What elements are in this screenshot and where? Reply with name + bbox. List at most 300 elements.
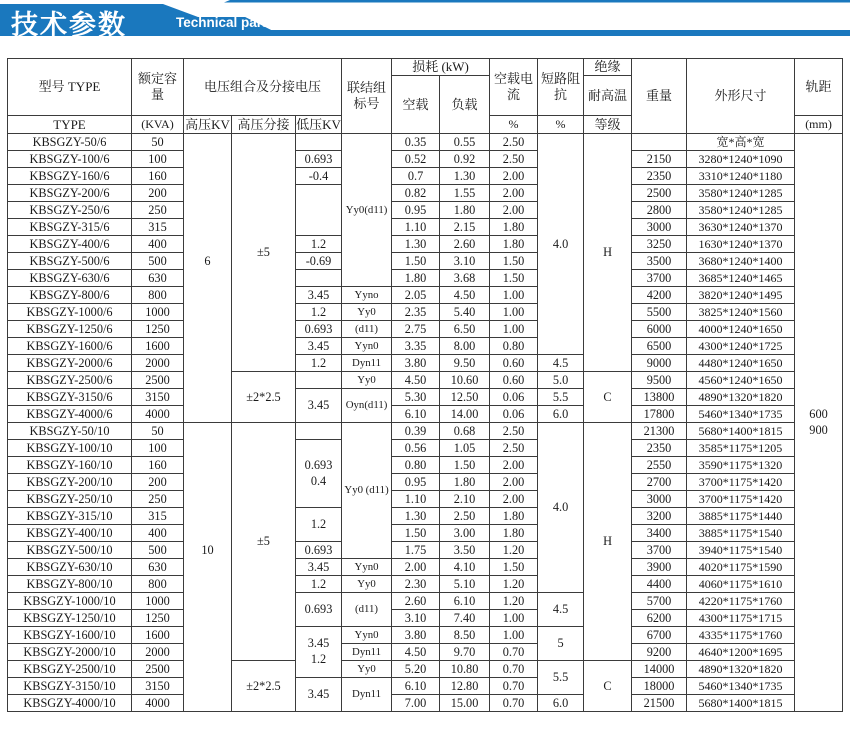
cell-model: KBSGZY-1250/6	[8, 321, 132, 338]
table-row	[8, 474, 843, 491]
cell-impedance: 6.0	[538, 695, 584, 712]
cell-hv: 6	[184, 134, 232, 423]
cell-impedance: 4.0	[538, 423, 584, 593]
cell-lv: 3.45	[296, 389, 342, 423]
table-row	[8, 576, 843, 593]
cell-kva: 200	[132, 185, 184, 202]
cell-lv: 1.2	[296, 508, 342, 542]
table-row	[8, 491, 843, 508]
cell-model: KBSGZY-100/10	[8, 440, 132, 457]
table-row	[8, 627, 843, 644]
cell-noload: 7.00	[392, 695, 440, 712]
cell-model: KBSGZY-400/10	[8, 525, 132, 542]
cell-noload: 1.10	[392, 491, 440, 508]
table-row	[8, 355, 843, 372]
cell-noload: 3.80	[392, 355, 440, 372]
cell-load: 1.80	[440, 474, 490, 491]
cell-dims: 4560*1240*1650	[687, 372, 795, 389]
cell-weight: 2800	[632, 202, 687, 219]
table-row	[8, 321, 843, 338]
cell-dims: 3885*1175*1440	[687, 508, 795, 525]
cell-load: 6.10	[440, 593, 490, 610]
header-capacity-unit: (KVA)	[132, 116, 184, 134]
cell-load: 0.92	[440, 151, 490, 168]
cell-load: 2.10	[440, 491, 490, 508]
cell-noload: 3.10	[392, 610, 440, 627]
table-row	[8, 610, 843, 627]
header-capacity: 额定容量	[132, 59, 184, 116]
cell-noload: 5.20	[392, 661, 440, 678]
cell-noload: 1.10	[392, 219, 440, 236]
cell-lv: 1.2	[296, 304, 342, 321]
cell-model: KBSGZY-250/10	[8, 491, 132, 508]
page-title: 技术参数	[11, 10, 127, 40]
table-row	[8, 134, 843, 151]
cell-vector: Yy0	[342, 304, 392, 321]
cell-lv: 0.693 0.4	[296, 440, 342, 508]
cell-kva: 50	[132, 134, 184, 151]
cell-dims: 宽*高*宽	[687, 134, 795, 151]
header-row	[8, 59, 843, 76]
cell-noload: 3.35	[392, 338, 440, 355]
cell-dims: 3825*1240*1560	[687, 304, 795, 321]
header-model-sub: TYPE	[8, 116, 132, 134]
cell-kva: 400	[132, 236, 184, 253]
cell-vector: Yy0 (d11)	[342, 423, 392, 559]
cell-noload: 6.10	[392, 406, 440, 423]
table-row	[8, 270, 843, 287]
cell-model: KBSGZY-2000/6	[8, 355, 132, 372]
cell-model: KBSGZY-160/10	[8, 457, 132, 474]
cell-model: KBSGZY-4000/6	[8, 406, 132, 423]
cell-kva: 2500	[132, 661, 184, 678]
cell-noload: 0.80	[392, 457, 440, 474]
cell-dims: 3280*1240*1090	[687, 151, 795, 168]
cell-insulation: C	[584, 661, 632, 712]
cell-kva: 500	[132, 542, 184, 559]
header-tap: 高压分接	[232, 116, 296, 134]
cell-load: 1.50	[440, 457, 490, 474]
cell-load: 14.00	[440, 406, 490, 423]
cell-impedance: 6.0	[538, 406, 584, 423]
cell-load: 7.40	[440, 610, 490, 627]
cell-load: 0.55	[440, 134, 490, 151]
cell-noload: 0.7	[392, 168, 440, 185]
cell-noload: 1.80	[392, 270, 440, 287]
cell-dims: 5460*1340*1735	[687, 406, 795, 423]
cell-current: 2.00	[490, 491, 538, 508]
header-noload-loss: 空载	[392, 76, 440, 134]
header-vector-group: 联结组标号	[342, 59, 392, 134]
cell-load: 5.40	[440, 304, 490, 321]
cell-lv: 0.693	[296, 593, 342, 627]
cell-model: KBSGZY-1000/6	[8, 304, 132, 321]
cell-noload: 2.75	[392, 321, 440, 338]
cell-load: 3.68	[440, 270, 490, 287]
cell-current: 1.50	[490, 559, 538, 576]
header-noload-current-unit: %	[490, 116, 538, 134]
parameters-table	[7, 58, 843, 712]
table-row	[8, 525, 843, 542]
cell-hv: 10	[184, 423, 232, 712]
header-insulation-bottom: 等级	[584, 116, 632, 134]
cell-weight: 2350	[632, 440, 687, 457]
cell-current: 0.70	[490, 661, 538, 678]
cell-current: 1.80	[490, 219, 538, 236]
header-lv: 低压KV	[296, 116, 342, 134]
cell-kva: 1600	[132, 338, 184, 355]
cell-weight: 2350	[632, 168, 687, 185]
cell-model: KBSGZY-800/10	[8, 576, 132, 593]
cell-vector: Dyn11	[342, 355, 392, 372]
cell-load: 5.10	[440, 576, 490, 593]
cell-vector: Yyn0	[342, 559, 392, 576]
header-gauge: 轨距	[795, 59, 843, 116]
table-header	[8, 59, 843, 134]
cell-kva: 400	[132, 525, 184, 542]
cell-current: 1.00	[490, 321, 538, 338]
cell-load: 12.80	[440, 678, 490, 695]
cell-weight: 2550	[632, 457, 687, 474]
cell-weight: 3000	[632, 491, 687, 508]
cell-current: 1.20	[490, 593, 538, 610]
cell-weight: 2700	[632, 474, 687, 491]
cell-model: KBSGZY-500/10	[8, 542, 132, 559]
cell-kva: 250	[132, 491, 184, 508]
cell-dims: 3685*1240*1465	[687, 270, 795, 287]
cell-lv: 0.693	[296, 151, 342, 168]
table-row	[8, 304, 843, 321]
cell-current: 0.70	[490, 644, 538, 661]
cell-load: 3.50	[440, 542, 490, 559]
cell-lv	[296, 270, 342, 287]
cell-dims: 4640*1200*1695	[687, 644, 795, 661]
header-insulation-mid: 耐高温	[584, 76, 632, 116]
table-row	[8, 372, 843, 389]
cell-noload: 2.05	[392, 287, 440, 304]
cell-dims: 3580*1240*1285	[687, 202, 795, 219]
cell-impedance: 5.5	[538, 661, 584, 695]
cell-kva: 315	[132, 508, 184, 525]
cell-dims: 4220*1175*1760	[687, 593, 795, 610]
header-gauge-unit: (mm)	[795, 116, 843, 134]
cell-lv	[296, 372, 342, 389]
cell-model: KBSGZY-400/6	[8, 236, 132, 253]
page-subtitle: Technical parameter	[176, 15, 307, 30]
cell-dims: 5460*1340*1735	[687, 678, 795, 695]
cell-lv: 1.2	[296, 355, 342, 372]
header-voltage-group: 电压组合及分接电压	[184, 59, 342, 116]
cell-weight: 3500	[632, 253, 687, 270]
cell-weight: 5700	[632, 593, 687, 610]
cell-current: 1.80	[490, 508, 538, 525]
cell-kva: 4000	[132, 406, 184, 423]
cell-kva: 50	[132, 423, 184, 440]
cell-lv	[296, 185, 342, 236]
cell-vector: Yy0	[342, 372, 392, 389]
cell-model: KBSGZY-315/10	[8, 508, 132, 525]
cell-model: KBSGZY-250/6	[8, 202, 132, 219]
cell-load: 1.55	[440, 185, 490, 202]
cell-current: 1.00	[490, 304, 538, 321]
table-row	[8, 168, 843, 185]
table-row	[8, 559, 843, 576]
cell-insulation: C	[584, 372, 632, 423]
cell-weight: 6000	[632, 321, 687, 338]
cell-weight: 17800	[632, 406, 687, 423]
cell-kva: 630	[132, 559, 184, 576]
cell-model: KBSGZY-1250/10	[8, 610, 132, 627]
cell-current: 1.00	[490, 627, 538, 644]
cell-lv: 3.45	[296, 338, 342, 355]
cell-kva: 800	[132, 576, 184, 593]
cell-current: 0.60	[490, 355, 538, 372]
cell-vector: Yy0	[342, 576, 392, 593]
cell-model: KBSGZY-50/10	[8, 423, 132, 440]
cell-weight: 2500	[632, 185, 687, 202]
cell-dims: 3700*1175*1420	[687, 474, 795, 491]
cell-weight: 13800	[632, 389, 687, 406]
cell-current: 2.50	[490, 151, 538, 168]
cell-load: 8.00	[440, 338, 490, 355]
cell-lv: -0.4	[296, 168, 342, 185]
table-row	[8, 236, 843, 253]
cell-weight	[632, 134, 687, 151]
cell-weight: 3200	[632, 508, 687, 525]
table-row	[8, 287, 843, 304]
cell-model: KBSGZY-630/10	[8, 559, 132, 576]
cell-kva: 200	[132, 474, 184, 491]
cell-lv: -0.69	[296, 253, 342, 270]
cell-impedance: 5	[538, 627, 584, 661]
cell-noload: 1.30	[392, 508, 440, 525]
cell-model: KBSGZY-630/6	[8, 270, 132, 287]
header-dimensions: 外形尺寸	[687, 59, 795, 134]
cell-load: 12.50	[440, 389, 490, 406]
cell-model: KBSGZY-2500/10	[8, 661, 132, 678]
cell-kva: 500	[132, 253, 184, 270]
cell-vector: Dyn11	[342, 678, 392, 712]
cell-load: 2.50	[440, 508, 490, 525]
cell-dims: 4300*1175*1715	[687, 610, 795, 627]
cell-dims: 3940*1175*1540	[687, 542, 795, 559]
cell-load: 8.50	[440, 627, 490, 644]
header-hv: 高压KV	[184, 116, 232, 134]
cell-noload: 1.50	[392, 525, 440, 542]
cell-weight: 3400	[632, 525, 687, 542]
cell-weight: 9000	[632, 355, 687, 372]
cell-load: 9.50	[440, 355, 490, 372]
cell-model: KBSGZY-800/6	[8, 287, 132, 304]
cell-weight: 21500	[632, 695, 687, 712]
cell-insulation: H	[584, 423, 632, 661]
cell-current: 2.50	[490, 423, 538, 440]
cell-current: 2.00	[490, 474, 538, 491]
cell-model: KBSGZY-1600/10	[8, 627, 132, 644]
cell-load: 4.10	[440, 559, 490, 576]
cell-kva: 2000	[132, 355, 184, 372]
table-row	[8, 508, 843, 525]
header-impedance-unit: %	[538, 116, 584, 134]
cell-model: KBSGZY-100/6	[8, 151, 132, 168]
cell-vector: Dyn11	[342, 644, 392, 661]
cell-noload: 0.39	[392, 423, 440, 440]
cell-weight: 4400	[632, 576, 687, 593]
cell-model: KBSGZY-4000/10	[8, 695, 132, 712]
header-weight: 重量	[632, 59, 687, 134]
header-model: 型号 TYPE	[8, 59, 132, 116]
table-row	[8, 644, 843, 661]
cell-lv: 0.693	[296, 542, 342, 559]
cell-impedance: 4.0	[538, 134, 584, 355]
cell-model: KBSGZY-500/6	[8, 253, 132, 270]
cell-noload: 4.50	[392, 644, 440, 661]
cell-model: KBSGZY-1600/6	[8, 338, 132, 355]
cell-noload: 0.95	[392, 202, 440, 219]
cell-weight: 3250	[632, 236, 687, 253]
cell-dims: 4890*1320*1820	[687, 389, 795, 406]
cell-vector: Yy0(d11)	[342, 134, 392, 287]
cell-current: 1.80	[490, 525, 538, 542]
cell-kva: 100	[132, 151, 184, 168]
cell-weight: 21300	[632, 423, 687, 440]
table-row	[8, 542, 843, 559]
cell-kva: 1600	[132, 627, 184, 644]
table-row	[8, 406, 843, 423]
cell-lv: 1.2	[296, 576, 342, 593]
cell-dims: 3680*1240*1400	[687, 253, 795, 270]
cell-load: 3.10	[440, 253, 490, 270]
header-insulation-top: 绝缘	[584, 59, 632, 76]
header-load-loss: 负载	[440, 76, 490, 134]
cell-kva: 100	[132, 440, 184, 457]
cell-impedance: 5.0	[538, 372, 584, 389]
cell-kva: 3150	[132, 678, 184, 695]
cell-load: 9.70	[440, 644, 490, 661]
cell-kva: 3150	[132, 389, 184, 406]
banner-shape	[0, 0, 850, 40]
cell-current: 1.50	[490, 253, 538, 270]
cell-dims: 4890*1320*1820	[687, 661, 795, 678]
cell-current: 1.50	[490, 270, 538, 287]
cell-current: 0.80	[490, 338, 538, 355]
table-row	[8, 202, 843, 219]
cell-lv: 0.693	[296, 321, 342, 338]
header-noload-current: 空载电流	[490, 59, 538, 116]
cell-lv	[296, 134, 342, 151]
cell-kva: 1000	[132, 304, 184, 321]
cell-dims: 4060*1175*1610	[687, 576, 795, 593]
cell-tap: ±5	[232, 134, 296, 372]
cell-weight: 6700	[632, 627, 687, 644]
cell-model: KBSGZY-1000/10	[8, 593, 132, 610]
cell-current: 2.00	[490, 202, 538, 219]
cell-current: 2.50	[490, 440, 538, 457]
cell-dims: 5680*1400*1815	[687, 695, 795, 712]
cell-current: 2.00	[490, 185, 538, 202]
cell-kva: 160	[132, 168, 184, 185]
cell-noload: 3.80	[392, 627, 440, 644]
cell-noload: 1.30	[392, 236, 440, 253]
cell-weight: 2150	[632, 151, 687, 168]
cell-dims: 3630*1240*1370	[687, 219, 795, 236]
table-row	[8, 678, 843, 695]
cell-kva: 800	[132, 287, 184, 304]
cell-model: KBSGZY-2500/6	[8, 372, 132, 389]
cell-model: KBSGZY-315/6	[8, 219, 132, 236]
table-row	[8, 253, 843, 270]
cell-weight: 9500	[632, 372, 687, 389]
cell-dims: 4000*1240*1650	[687, 321, 795, 338]
cell-vector: Yyno	[342, 287, 392, 304]
table-row	[8, 593, 843, 610]
cell-weight: 9200	[632, 644, 687, 661]
cell-load: 1.30	[440, 168, 490, 185]
table-row	[8, 389, 843, 406]
table-row	[8, 457, 843, 474]
cell-load: 10.60	[440, 372, 490, 389]
table-row	[8, 661, 843, 678]
cell-lv: 1.2	[296, 236, 342, 253]
cell-current: 0.70	[490, 695, 538, 712]
cell-dims: 4020*1175*1590	[687, 559, 795, 576]
table-row	[8, 185, 843, 202]
cell-dims: 4480*1240*1650	[687, 355, 795, 372]
cell-kva: 1250	[132, 321, 184, 338]
cell-weight: 6500	[632, 338, 687, 355]
cell-load: 2.60	[440, 236, 490, 253]
table-row	[8, 338, 843, 355]
cell-dims: 3585*1175*1205	[687, 440, 795, 457]
cell-load: 1.80	[440, 202, 490, 219]
cell-dims: 5680*1400*1815	[687, 423, 795, 440]
cell-model: KBSGZY-160/6	[8, 168, 132, 185]
cell-noload: 2.00	[392, 559, 440, 576]
cell-current: 1.00	[490, 287, 538, 304]
cell-noload: 0.52	[392, 151, 440, 168]
cell-model: KBSGZY-3150/6	[8, 389, 132, 406]
cell-weight: 3700	[632, 542, 687, 559]
cell-gauge: 600 900	[795, 134, 843, 712]
cell-impedance: 5.5	[538, 389, 584, 406]
table-row	[8, 423, 843, 440]
cell-noload: 0.95	[392, 474, 440, 491]
cell-noload: 1.50	[392, 253, 440, 270]
cell-load: 3.00	[440, 525, 490, 542]
cell-tap: ±5	[232, 423, 296, 661]
cell-kva: 4000	[132, 695, 184, 712]
cell-current: 1.80	[490, 236, 538, 253]
cell-vector: (d11)	[342, 593, 392, 627]
cell-tap: ±2*2.5	[232, 372, 296, 423]
cell-noload: 0.35	[392, 134, 440, 151]
header-impedance: 短路阻抗	[538, 59, 584, 116]
cell-model: KBSGZY-200/6	[8, 185, 132, 202]
cell-load: 4.50	[440, 287, 490, 304]
cell-dims: 3820*1240*1495	[687, 287, 795, 304]
cell-lv: 3.45	[296, 559, 342, 576]
cell-noload: 2.60	[392, 593, 440, 610]
cell-dims: 4300*1240*1725	[687, 338, 795, 355]
cell-current: 0.06	[490, 406, 538, 423]
table-body	[8, 134, 843, 712]
cell-kva: 315	[132, 219, 184, 236]
cell-kva: 630	[132, 270, 184, 287]
cell-kva: 250	[132, 202, 184, 219]
cell-current: 2.50	[490, 134, 538, 151]
cell-load: 15.00	[440, 695, 490, 712]
cell-dims: 3590*1175*1320	[687, 457, 795, 474]
